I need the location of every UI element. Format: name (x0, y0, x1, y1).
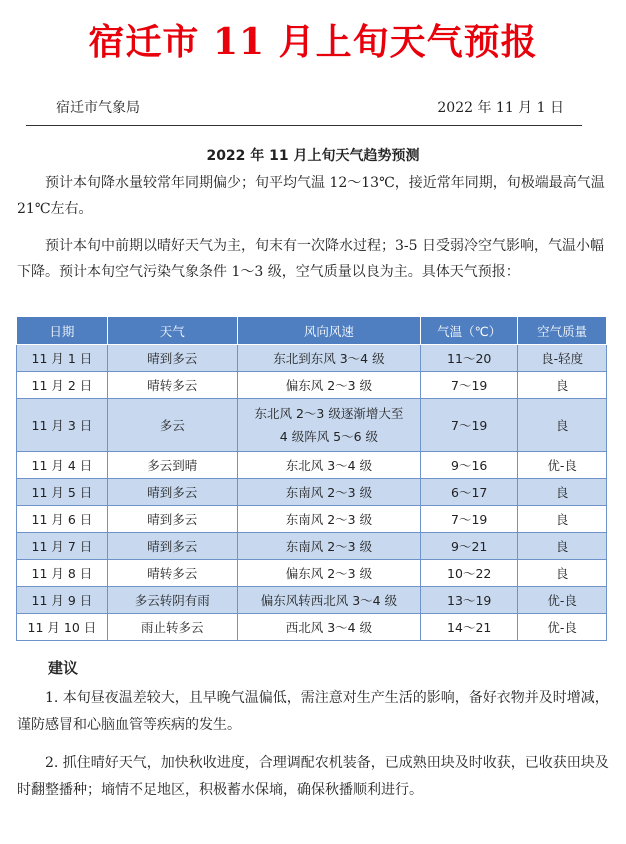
table-row (17, 533, 607, 560)
header-date: 日期 (17, 317, 108, 345)
table-row (17, 614, 607, 641)
cell-wind: 东北风 3～4 级 (237, 452, 421, 479)
cell-weather: 雨止转多云 (107, 614, 237, 641)
cell-aq: 优-良 (518, 452, 607, 479)
cell-date: 11 月 10 日 (17, 614, 108, 641)
agency-name: 宿迁市气象局 (56, 100, 140, 116)
cell-wind: 东南风 2～3 级 (237, 533, 421, 560)
table-header-row (17, 317, 607, 345)
cell-temp: 7～19 (421, 399, 518, 452)
cell-temp: 10～22 (421, 560, 518, 587)
advice-heading: 建议 (48, 659, 79, 677)
cell-wind: 偏东风 2～3 级 (237, 372, 421, 399)
cell-weather: 晴到多云 (107, 506, 237, 533)
cell-temp: 7～19 (421, 372, 518, 399)
cell-aq: 良-轻度 (518, 345, 607, 372)
cell-date: 11 月 9 日 (17, 587, 108, 614)
cell-aq: 良 (518, 533, 607, 560)
forecast-subtitle: 2022 年 11 月上旬天气趋势预测 (206, 148, 420, 164)
cell-temp: 6～17 (421, 479, 518, 506)
forecast-table (16, 316, 607, 641)
cell-wind: 东北风 2～3 级逐渐增大至 4 级阵风 5～6 级 (237, 399, 421, 452)
cell-date: 11 月 1 日 (17, 345, 108, 372)
header-temperature: 气温（℃） (421, 317, 518, 345)
cell-weather: 晴到多云 (107, 345, 237, 372)
cell-aq: 良 (518, 479, 607, 506)
cell-aq: 优-良 (518, 614, 607, 641)
table-row (17, 345, 607, 372)
advice-item-1: 1. 本旬昼夜温差较大，且早晚气温偏低，需注意对生产生活的影响，备好衣物并及时增减，谨防感冒和心脑血管等疾病的发生。 (17, 690, 609, 733)
cell-weather: 晴到多云 (107, 533, 237, 560)
cell-aq: 良 (518, 506, 607, 533)
cell-wind: 东南风 2～3 级 (237, 479, 421, 506)
cell-wind: 偏东风转西北风 3～4 级 (237, 587, 421, 614)
table-row (17, 506, 607, 533)
cell-temp: 9～21 (421, 533, 518, 560)
cell-date: 11 月 8 日 (17, 560, 108, 587)
cell-wind: 西北风 3～4 级 (237, 614, 421, 641)
header-wind: 风向风速 (237, 317, 421, 345)
cell-date: 11 月 6 日 (17, 506, 108, 533)
summary-paragraph-1: 预计本旬降水量较常年同期偏少；旬平均气温 12～13℃，接近常年同期，旬极端最高气温 21℃左右。 (17, 175, 605, 217)
table-row (17, 399, 607, 452)
cell-weather: 多云到晴 (107, 452, 237, 479)
table-row (17, 587, 607, 614)
table-row (17, 560, 607, 587)
cell-weather: 多云 (107, 399, 237, 452)
cell-date: 11 月 3 日 (17, 399, 108, 452)
cell-wind: 东南风 2～3 级 (237, 506, 421, 533)
table-row (17, 452, 607, 479)
cell-wind: 东北到东风 3～4 级 (237, 345, 421, 372)
cell-weather: 多云转阴有雨 (107, 587, 237, 614)
cell-wind: 偏东风 2～3 级 (237, 560, 421, 587)
cell-temp: 11～20 (421, 345, 518, 372)
advice-item-2: 2. 抓住晴好天气，加快秋收进度，合理调配农机装备，已成熟田块及时收获，已收获田块及时翻整播种；墒情不足地区，积极蓄水保墒，确保秋播顺利进行。 (17, 755, 609, 798)
cell-aq: 优-良 (518, 587, 607, 614)
header-weather: 天气 (107, 317, 237, 345)
cell-date: 11 月 2 日 (17, 372, 108, 399)
header-divider (26, 125, 582, 126)
cell-aq: 良 (518, 372, 607, 399)
cell-temp: 13～19 (421, 587, 518, 614)
cell-temp: 7～19 (421, 506, 518, 533)
cell-temp: 9～16 (421, 452, 518, 479)
cell-weather: 晴转多云 (107, 372, 237, 399)
cell-date: 11 月 7 日 (17, 533, 108, 560)
summary-paragraph-2: 预计本旬中前期以晴好天气为主，旬末有一次降水过程；3-5 日受弱冷空气影响，气温小幅下降。预计本旬空气污染气象条件 1～3 级，空气质量以良为主。具体天气预报： (17, 238, 604, 280)
cell-temp: 14～21 (421, 614, 518, 641)
table-row (17, 479, 607, 506)
cell-aq: 良 (518, 560, 607, 587)
report-title: 宿迁市 11 月上旬天气预报 (88, 21, 538, 63)
cell-aq: 良 (518, 399, 607, 452)
cell-date: 11 月 4 日 (17, 452, 108, 479)
table-row (17, 372, 607, 399)
header-air-quality: 空气质量 (518, 317, 607, 345)
cell-date: 11 月 5 日 (17, 479, 108, 506)
cell-weather: 晴转多云 (107, 560, 237, 587)
issue-date: 2022 年 11 月 1 日 (437, 100, 564, 116)
cell-weather: 晴到多云 (107, 479, 237, 506)
